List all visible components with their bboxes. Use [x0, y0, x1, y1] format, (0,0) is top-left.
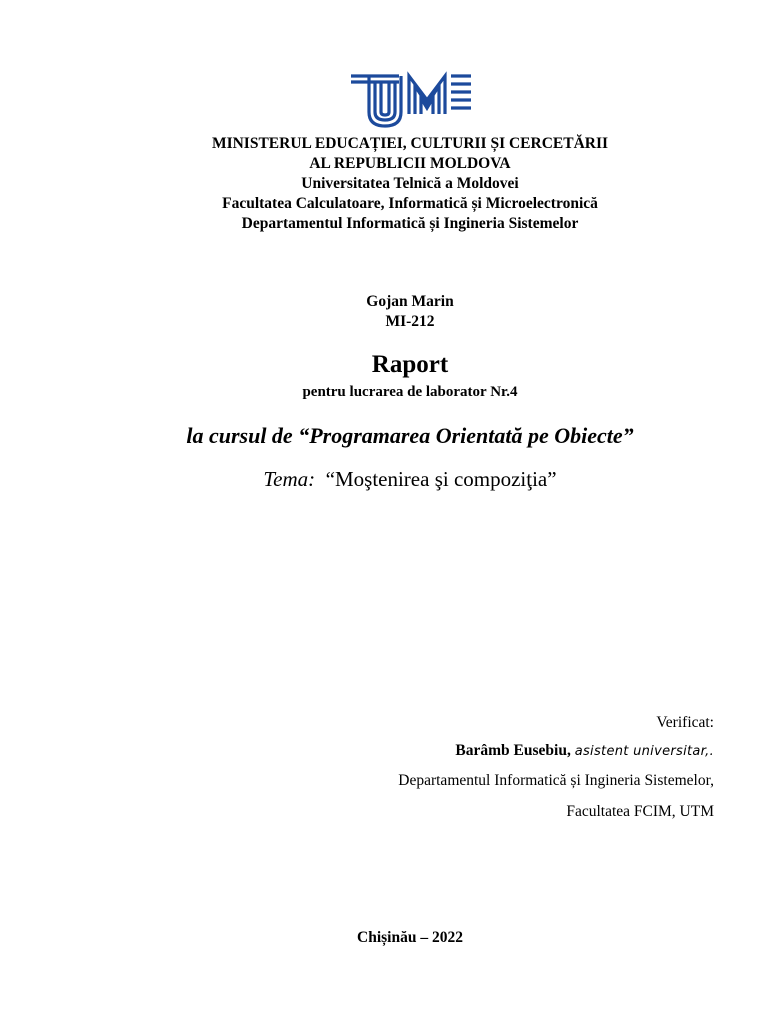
course-title: la cursul de “Programarea Orientată pe Obiecte”	[186, 423, 634, 448]
place-and-date: Chișinău – 2022	[357, 929, 463, 946]
student-name: Gojan Marin	[366, 293, 454, 310]
verifier-line	[455, 742, 714, 760]
student-group: MI-212	[385, 313, 435, 330]
report-subtitle: pentru lucrarea de laborator Nr.4	[302, 384, 518, 400]
theme-value: “Moştenirea şi compoziţia”	[325, 467, 557, 491]
theme-line	[0, 465, 768, 493]
department-name: Departamentul Informatică și Ingineria Sistemelor	[241, 215, 579, 232]
theme-label: Tema:	[263, 467, 316, 491]
verifier-role: asistent universitar,.	[574, 744, 714, 759]
verified-label: Verificat:	[656, 714, 714, 731]
verifier-department: Departamentul Informatică și Ingineria Sistemelor,	[398, 772, 714, 789]
ministry-line-2: AL REPUBLICII MOLDOVA	[309, 155, 511, 172]
ministry-line-1: MINISTERUL EDUCAȚIEI, CULTURII ȘI CERCETĂRII	[211, 135, 609, 152]
report-title: Raport	[371, 351, 449, 378]
verifier-name: Barâmb Eusebiu,	[455, 742, 571, 759]
faculty-name: Facultatea Calculatoare, Informatică și Microelectronică	[222, 195, 598, 212]
utm-logo	[347, 70, 475, 132]
verifier-faculty: Facultatea FCIM, UTM	[566, 803, 714, 820]
university-name: Universitatea Telnică a Moldovei	[301, 175, 519, 192]
